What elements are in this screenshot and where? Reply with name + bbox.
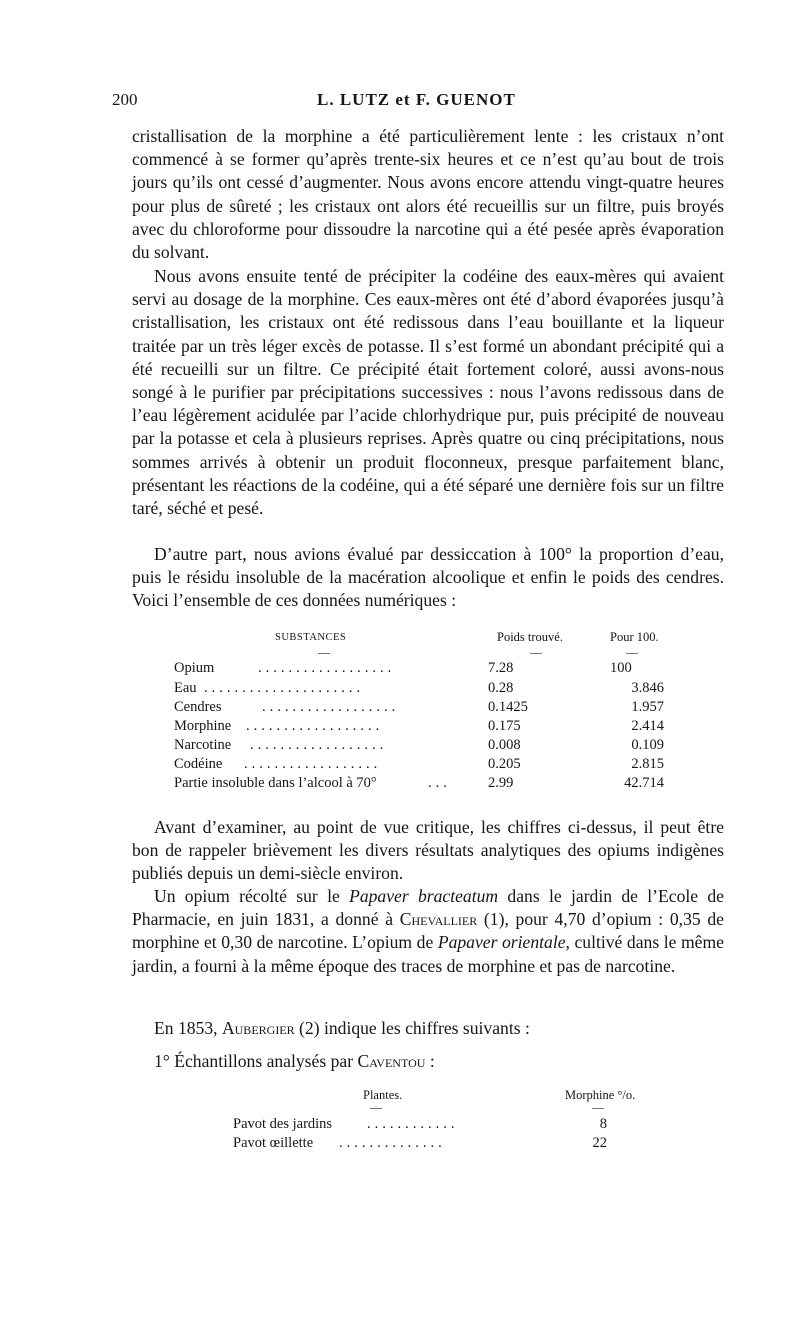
- table-header-percent: Pour 100.: [610, 630, 659, 644]
- table2-header-morphine: Morphine °/o.: [565, 1088, 636, 1102]
- table-dash: —: [530, 645, 542, 659]
- table-dash: —: [318, 645, 330, 659]
- paragraph-7: 1° Échantillons analysés par Caventou :: [154, 1051, 435, 1071]
- page-number: 200: [112, 90, 138, 109]
- paragraph-3: D’autre part, nous avions évalué par dessiccation à 100° la proportion d’eau, puis le résidu insoluble de la macération alcoolique et enfin le poids des cendres. Voici l’ensemble de ces données numériques :: [132, 544, 724, 611]
- table-header-substances: SUBSTANCES: [275, 632, 347, 643]
- paragraph-5: Un opium récolté sur le Papaver bracteatum dans le jardin de l’Ecole de Pharmacie, en juin 1831, a donné à Chevallier (1), pour 4,70 d’opium : 0,35 de morphine et 0,30 de narcotine. L’opium de Papaver orientale, cultivé dans le même jardin, a fourni à la même époque des traces de morphine et pas de narcotine.: [132, 886, 724, 976]
- table-dash: —: [592, 1100, 604, 1114]
- page-header: [112, 90, 732, 112]
- paragraph-2: Nous avons ensuite tenté de précipiter la codéine des eaux-mères qui avaient servi au dosage de la morphine. Ces eaux-mères ont été d’abord évaporées jusqu’à cristallisation, les cristaux ont été redissous dans l’eau bouillante et la liqueur traitée par un très léger excès de potasse. Il s’est formé un abondant précipité qui a été recueilli sur un filtre. Ce précipité était fortement coloré, aussi avons-nous songé à le purifier par précipitations successives : nous l’avons redissous dans de l’eau légèrement acidulée par l’acide chlorhydrique pur, puis précipité de nouveau par la potasse et cela à plusieurs reprises. Après quatre ou cinq précipitations, nous sommes arrivés à obtenir un produit floconneux, presque parfaitement blanc, présentant les réactions de la codéine, qui a été séparé une dernière fois sur un filtre taré, séché et pesé.: [132, 266, 724, 519]
- table-header-weight: Poids trouvé.: [497, 630, 563, 644]
- document-page: 200 L. LUTZ et F. GUENOT cristallisation de la morphine a été particulièrement lente : les cristaux n’ont commencé à se former qu’après trente-six heures et ce n’est qu’au bout de trois jours qu’ils ont cessé d’augmenter. Nous avons encore attendu vingt-quatre heures pour plus de sûreté ; les cristaux ont alors été recueillis sur un filtre, puis broyés avec du chloroforme pour dissoudre la narcotine qui a été pesée après évaporation du solvant. Nous avons ensuite tenté de précipiter la codéine des eaux-mères qui avaient servi au dosage de la morphine. Ces eaux-mères ont été d’abord évaporées jusqu’à cristallisation, les cristaux ont été redissous dans l’eau bouillante et la liqueur traitée par un très léger excès de potasse. Il s’est formé un abondant précipité qui a été recueilli sur un filtre. Ce précipité était fortement coloré, aussi avons-nous songé à le purifier par précipitations successives : nous l’avons redissous dans de l’eau légèrement acidulée par l’acide chlorhydrique pur, puis précipité de nouveau par la potasse et cela à plusieurs reprises. Après quatre ou cinq précipitations, nous sommes arrivés à obtenir un produit floconneux, presque parfaitement blanc, présentant les réactions de la codéine, qui a été séparé une dernière fois sur un filtre taré, séché et pesé. D’autre part, nous avions évalué par dessiccation à 100° la proportion d’eau, puis le résidu insoluble de la macération alcoolique et enfin le poids des cendres. Voici l’ensemble de ces données numériques : SUBSTANCES Poids trouvé. Pour 100. — — — Opium .................. 7.28 100 Eau ..................... 0.28 3.846 Cendres .................. 0.1425 1.957 Morphine .................. 0.175 2.414 Narcotine .................. 0.008 0.109 Codéine .................. 0.205 2.815 Partie insoluble dans l’alcool à 70° ... 2.99 42.714 Avant d’examiner, au point de vue critique, les chiffres ci-dessus, il peut être bon de rappeler brièvement les divers résultats analytiques des opiums indigènes publiés depuis un demi-siècle environ. Un opium récolté sur le Papaver bracteatum dans le jardin de l’Ecole de Pharmacie, en juin 1831, a donné à Chevallier (1), pour 4,70 d’opium : 0,35 de morphine et 0,30 de narcotine. L’opium de Papaver orientale, cultivé dans le même jardin, a fourni à la même époque des traces de morphine et pas de narcotine. En 1853, Aubergier (2) indique les chiffres suivants : 1° Échantillons analysés par Caventou : Plantes. Morphine °/o. — — Pavot des jardins ............ 8 Pavot œillette .............. 22: [0, 0, 800, 1318]
- table-dash: —: [626, 645, 638, 659]
- table2-header-plants: Plantes.: [363, 1088, 403, 1102]
- paragraph-4: Avant d’examiner, au point de vue critique, les chiffres ci-dessus, il peut être bon de rappeler brièvement les divers résultats analytiques des opiums indigènes publiés depuis un demi-siècle environ.: [132, 817, 724, 884]
- running-title: L. LUTZ et F. GUENOT: [317, 90, 516, 109]
- paragraph-6: En 1853, Aubergier (2) indique les chiffres suivants :: [154, 1018, 530, 1038]
- paragraph-1: cristallisation de la morphine a été particulièrement lente : les cristaux n’ont commencé à se former qu’après trente-six heures et ce n’est qu’au bout de trois jours qu’ils ont cessé d’augmenter. Nous avons encore attendu vingt-quatre heures pour plus de sûreté ; les cristaux ont alors été recueillis sur un filtre, puis broyés avec du chloroforme pour dissoudre la narcotine qui a été pesée après évaporation du solvant.: [132, 126, 724, 263]
- table-dash: —: [370, 1100, 382, 1114]
